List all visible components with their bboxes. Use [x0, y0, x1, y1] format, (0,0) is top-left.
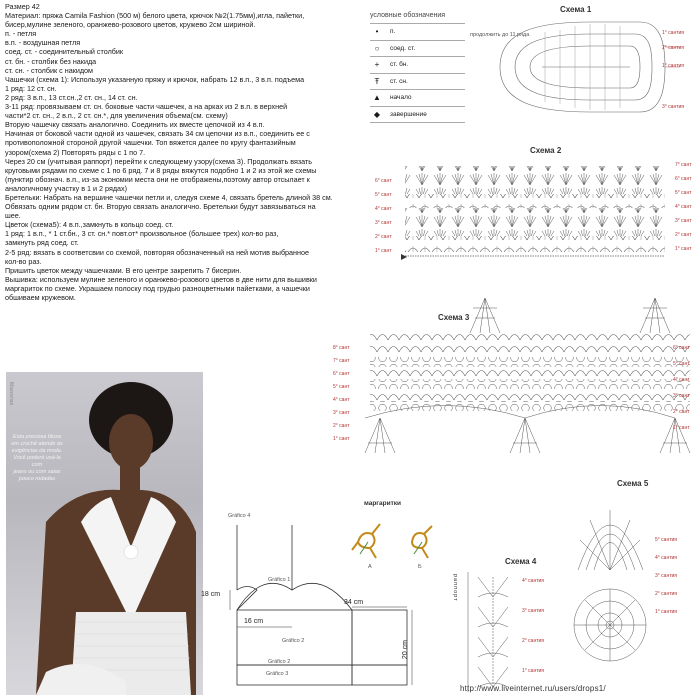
dim-20cm: 20 cm: [402, 640, 409, 660]
schema2-row-label-left: 6° сaнт: [375, 178, 392, 184]
schema4-row-label: 2° сaнтия: [522, 638, 545, 644]
instruction-line: 1 ряд: 1 в.п., * 1 ст.бн., 3 ст. сн.* повт.от* произвольное (большее трех) кол-во раз,: [5, 229, 279, 239]
schema5-row-label: 3° сaнтия: [655, 573, 678, 579]
instruction-line: бисер,мулине зеленого, оранжево-розового цветов, кружево 2см шириной.: [5, 20, 256, 30]
schema3-row-label-left: 2° сaнт: [333, 423, 350, 429]
grafico2-mid-label: Gráfico 2: [282, 638, 305, 644]
grafico4-label: Gráfico 4: [228, 513, 251, 519]
instruction-line: ст. сн. - столбик с накидом: [5, 65, 93, 75]
instruction-line: ст. бн. - столбик без накида: [5, 56, 97, 66]
legend-row: [370, 41, 465, 58]
instruction-line: Бретельки: Набрать на вершине чашечки петли и, следуя схеме 4, связать бретель длиной 38 см.: [5, 192, 333, 202]
schema4-row-label: 3° сaнтия: [522, 608, 545, 614]
legend-symbol-icon: ▲: [373, 93, 381, 103]
schema5-row-label: 5° сaнтия: [655, 537, 678, 543]
schema1-title: Схема 1: [560, 5, 592, 14]
schema2-row-label-left: 1° сaнт: [375, 248, 392, 254]
schema1-note: продолжить до 11 ряда: [470, 32, 530, 38]
photo-side-text: Maecenas: [8, 382, 14, 406]
instruction-line: шее.: [5, 211, 21, 221]
legend-symbol-icon: Ŧ: [374, 76, 380, 86]
instruction-line: замкнуть ряд соед. ст.: [5, 238, 79, 248]
schema3-row-label-right: 2° сaнт: [673, 409, 690, 415]
schema3-row-label-left: 6° сaнт: [333, 371, 350, 377]
legend: [370, 12, 465, 123]
caption-line: exigências da moda.: [11, 448, 63, 454]
schema2-row-label: 5° сaнт: [675, 190, 692, 196]
schema3-row-label-left: 1° сaнт: [333, 436, 350, 442]
schema2-row-label-left: 2° сaнт: [375, 234, 392, 240]
schema2-row-label-left: 3° сaнт: [375, 220, 392, 226]
legend-row: [370, 74, 465, 91]
legend-row: [370, 90, 465, 107]
legend-label: соед. ст.: [390, 44, 416, 52]
schema3-row-label-left: 7° сaнт: [333, 358, 350, 364]
legend-row: [370, 57, 465, 74]
instruction-line: маргариток по схеме. Украшаем полоску под грудью разноцветными пайетками, а чашечки: [5, 283, 310, 293]
schema1-row-label: 1° сaнтия: [662, 30, 685, 36]
schema2-row-label: 3° сaнт: [675, 218, 692, 224]
daisy-diagram: [350, 512, 440, 572]
instruction-line: соед. ст. - соединительный столбик: [5, 47, 124, 57]
schema5-row-label: 1° сaнтия: [655, 609, 678, 615]
schema5-row-label: 2° сaнтия: [655, 591, 678, 597]
schema2-row-label: 1° сaнт: [675, 246, 692, 252]
schema3-row-label-right: 5° сaнт: [673, 361, 690, 367]
instruction-line: противоположной стороной другой чашечки. Топ вяжется далее по кругу фантазийным: [5, 138, 296, 148]
legend-label: завершение: [390, 110, 427, 118]
schema1-row-label: 2° сaнтия: [662, 45, 685, 51]
legend-symbol-icon: ○: [374, 43, 380, 53]
schema4-row-label: 4° сaнтия: [522, 578, 545, 584]
legend-label: ст. сн.: [390, 77, 408, 85]
schema3-row-label-right: 6° сaнт: [673, 345, 690, 351]
legend-symbol-icon: •: [375, 27, 379, 37]
schema3-row-label-right: 3° сaнт: [673, 393, 690, 399]
schema2-row-label: 4° сaнт: [675, 204, 692, 210]
instruction-line: аналогичному участку в 1 и 2 рядах): [5, 183, 128, 193]
instruction-line: кол-во раз.: [5, 256, 42, 266]
legend-row: [370, 24, 465, 41]
schema5-row-label: 4° сaнтия: [655, 555, 678, 561]
daisy-title: маргаритки: [364, 500, 402, 507]
schema5-chart: [568, 490, 653, 675]
daisy-label-a: А: [368, 564, 372, 570]
legend-symbol-icon: ◆: [373, 109, 381, 119]
schema2-row-label: 7° сaнт: [675, 162, 692, 168]
instruction-line: Материал: пряжа Camila Fashion (500 м) белого цвета, крючок №2(1.75мм),игла, пайетки,: [5, 11, 305, 21]
schema2-chart: [395, 158, 673, 268]
schema3-chart: [355, 293, 695, 458]
caption-line: em crochê atende às: [11, 441, 63, 447]
dim-16cm: 16 cm: [244, 618, 264, 625]
instruction-line: обшиваем кружевом.: [5, 293, 76, 302]
schema4-row-label: 1° сaнтия: [522, 668, 545, 674]
instruction-line: Пришить цветок между чашечками. В его центре закрепить 7 бисерин.: [5, 265, 242, 275]
schema2-row-label: 2° сaнт: [675, 232, 692, 238]
dim-18cm: 18 cm: [201, 591, 221, 598]
instruction-line: Вторую чашечку связать аналогично. Соединить их вместе цепочкой из 4 в.п.: [5, 120, 265, 130]
legend-symbol-icon: +: [374, 60, 380, 70]
legend-label: ст. бн.: [390, 61, 409, 69]
legend-label: начало: [390, 94, 412, 102]
watermark-url: http://www.liveinternet.ru/users/drops1/: [460, 684, 606, 693]
schema3-row-label-right: 1° сaнт: [673, 425, 690, 431]
legend-label: п.: [390, 28, 396, 36]
instruction-line: круговыми рядами по схеме с 1 по 6 ряд. 7 и 8 ряды вяжутся подобно 1 и 2 из этой же схемы: [5, 165, 317, 175]
photo-caption: [8, 434, 66, 483]
legend-row: [370, 107, 465, 124]
schema5-title: Схема 5: [617, 479, 649, 488]
schema1-row-label: 1° сaнтия: [662, 63, 685, 69]
schema2-title: Схема 2: [530, 146, 562, 155]
schema2-row-label-left: 5° сaнт: [375, 192, 392, 198]
schema2-row-label: 6° сaнт: [675, 176, 692, 182]
instruction-line: 2 ряд: 3 в.п., 13 ст.сн.,2 ст. сн., 14 ст. сн.: [5, 92, 138, 102]
instruction-line: Через 20 см (учитывая раппорт) перейти к следующему узору(схема 3). Продолжать вязать: [5, 156, 313, 166]
instruction-line: 3-11 ряд: провязываем ст. сн. боковые части чашечек, а на арках из 2 в.п. в верхней: [5, 102, 288, 112]
dim-34cm: 34 cm: [344, 599, 364, 606]
instruction-line: п. - петля: [5, 29, 37, 39]
model-photo: [6, 372, 203, 695]
instruction-line: части*2 ст. сн., 2 в.п., 2 ст. сн.*, для увеличения объема(см. схему): [5, 111, 228, 121]
schema3-row-label-right: 4° сaнт: [673, 377, 690, 383]
instruction-text: [5, 2, 333, 302]
schema3-row-label-left: 3° сaнт: [333, 410, 350, 416]
instruction-line: (пунктир обознач. в.п., из-за экономии места они не отображены,поэтому автор отсылает к: [5, 174, 310, 184]
instruction-line: Чашечки (схема 1): Используя указанную пряжу и крючок, набрать 12 в.п., 3 в.п. подъема: [5, 74, 305, 84]
instruction-line: 1 ряд: 12 ст. сн.: [5, 83, 57, 93]
daisy-label-b: Б: [418, 564, 422, 570]
grafico3-label: Gráfico 3: [266, 671, 289, 677]
grafico1-label: Gráfico 1: [268, 577, 291, 583]
schema3-row-label-left: 4° сaнт: [333, 397, 350, 403]
instruction-line: в.п. - воздушная петля: [5, 38, 81, 48]
schema3-title: Схема 3: [438, 313, 470, 322]
schema4-title: Схема 4: [505, 557, 537, 566]
schema4-chart: [458, 567, 528, 695]
schema4-side-label: раппорт: [452, 574, 458, 602]
legend-title: условные обозначения: [370, 12, 446, 19]
instruction-line: узором(схема 2) Повторять ряды с 1 по 7.: [5, 147, 146, 157]
caption-line: Você poderá usá-la com: [13, 455, 61, 468]
instruction-line: 2-5 ряд: вязать в соответсвии со схемой, повторяя обозначенный на ней мотив выбранное: [5, 247, 309, 257]
instruction-line: Обвязать одним рядом ст. бн. Вторую связать аналогично. Бретельки будут завязываться на: [5, 202, 316, 212]
schema3-row-label-left: 5° сaнт: [333, 384, 350, 390]
instruction-line: Начиная от боковой части одной из чашечек, связать 34 см цепочки из в.п., соединить ее с: [5, 129, 310, 139]
caption-line: Esta preciosa blusa: [13, 434, 61, 440]
grafico2-bottom-label: Gráfico 2: [268, 659, 291, 665]
instruction-line: Размер 42: [5, 2, 40, 11]
schema3-row-label-left: 8° сaнт: [333, 345, 350, 351]
instruction-line: Вышивка: используем мулине зеленого и оранжево-розового цветов в две нити для вышивки: [5, 274, 317, 284]
caption-line: pouco rodadas: [18, 476, 56, 482]
caption-line: jeans ou com saias: [13, 469, 61, 475]
schema2-row-label-left: 4° сaнт: [375, 206, 392, 212]
instruction-line: Цветок (схема5): 4 в.п.,замкнуть в кольцо соед. ст.: [5, 220, 174, 230]
schema1-row-label: 3° сaнтия: [662, 104, 685, 110]
model-figure: [6, 372, 203, 695]
